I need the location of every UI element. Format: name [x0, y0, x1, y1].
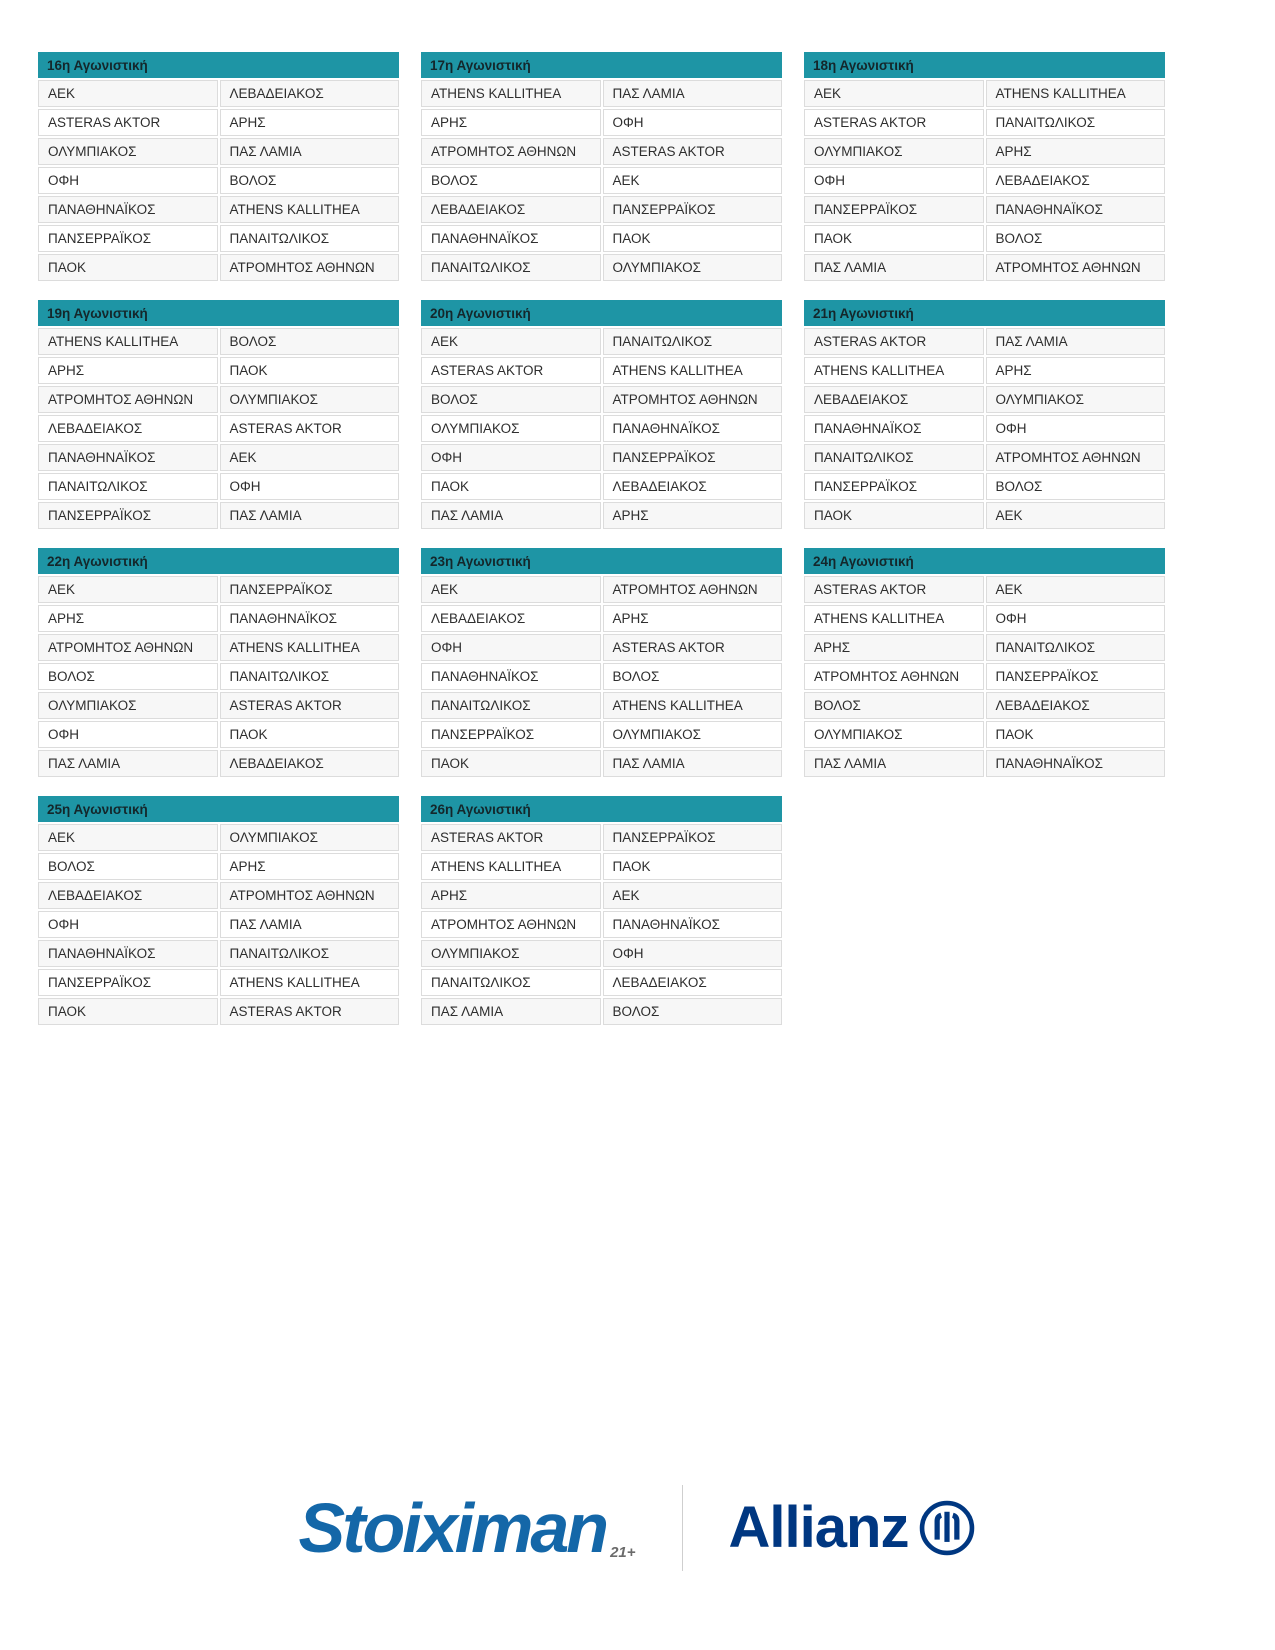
away-team-cell: ΑΤΡΟΜΗΤΟΣ ΑΘΗΝΩΝ: [603, 386, 783, 413]
matchday-title: 16η Αγωνιστική: [38, 52, 399, 78]
home-team-cell: ΠΑΟΚ: [804, 502, 984, 529]
match-row: [804, 109, 1165, 136]
away-team-cell: ATHENS KALLITHEA: [603, 357, 783, 384]
home-team-cell: ΟΛΥΜΠΙΑΚΟΣ: [38, 692, 218, 719]
match-row: [38, 254, 399, 281]
away-team-cell: ΑΡΗΣ: [603, 502, 783, 529]
match-row: [804, 196, 1165, 223]
match-row: [804, 328, 1165, 355]
away-team-cell: ΠΑΝΑΙΤΩΛΙΚΟΣ: [986, 109, 1166, 136]
away-team-cell: ΒΟΛΟΣ: [986, 473, 1166, 500]
matchday-title: 25η Αγωνιστική: [38, 796, 399, 822]
away-team-cell: ΠΑΣ ΛΑΜΙΑ: [986, 328, 1166, 355]
match-row: [38, 225, 399, 252]
home-team-cell: ΠΑΝΣΕΡΡΑΪΚΟΣ: [38, 225, 218, 252]
away-team-cell: ΑΕΚ: [603, 882, 783, 909]
away-team-cell: ATHENS KALLITHEA: [603, 692, 783, 719]
matchday-table: [802, 50, 1167, 283]
match-row: [38, 605, 399, 632]
match-row: [804, 386, 1165, 413]
home-team-cell: ΠΑΝΑΙΤΩΛΙΚΟΣ: [421, 692, 601, 719]
match-row: [421, 109, 782, 136]
home-team-cell: ΑΤΡΟΜΗΤΟΣ ΑΘΗΝΩΝ: [804, 663, 984, 690]
match-row: [421, 138, 782, 165]
home-team-cell: ΑΡΗΣ: [421, 882, 601, 909]
match-row: [804, 502, 1165, 529]
match-row: [804, 415, 1165, 442]
away-team-cell: ΠΑΝΑΙΤΩΛΙΚΟΣ: [220, 225, 400, 252]
away-team-cell: ΑΕΚ: [986, 502, 1166, 529]
home-team-cell: ΟΛΥΜΠΙΑΚΟΣ: [804, 138, 984, 165]
match-row: [38, 721, 399, 748]
home-team-cell: ΑΕΚ: [38, 824, 218, 851]
match-row: [38, 576, 399, 603]
home-team-cell: ΟΛΥΜΠΙΑΚΟΣ: [421, 415, 601, 442]
away-team-cell: ΒΟΛΟΣ: [603, 663, 783, 690]
home-team-cell: ΠΑΟΚ: [804, 225, 984, 252]
match-row: [421, 721, 782, 748]
away-team-cell: ΠΑΟΚ: [220, 721, 400, 748]
away-team-cell: ΠΑΝΑΙΤΩΛΙΚΟΣ: [220, 663, 400, 690]
match-row: [804, 80, 1165, 107]
home-team-cell: ASTERAS AKTOR: [804, 328, 984, 355]
match-row: [421, 167, 782, 194]
matchday-title: 19η Αγωνιστική: [38, 300, 399, 326]
home-team-cell: ΠΑΝΑΙΤΩΛΙΚΟΣ: [804, 444, 984, 471]
match-row: [38, 415, 399, 442]
away-team-cell: ΛΕΒΑΔΕΙΑΚΟΣ: [986, 167, 1166, 194]
away-team-cell: ΒΟΛΟΣ: [603, 998, 783, 1025]
home-team-cell: ΑΤΡΟΜΗΤΟΣ ΑΘΗΝΩΝ: [421, 138, 601, 165]
match-row: [421, 576, 782, 603]
away-team-cell: ΠΑΟΚ: [603, 853, 783, 880]
match-row: [804, 138, 1165, 165]
away-team-cell: ΛΕΒΑΔΕΙΑΚΟΣ: [603, 969, 783, 996]
away-team-cell: ASTERAS AKTOR: [603, 138, 783, 165]
home-team-cell: ATHENS KALLITHEA: [421, 853, 601, 880]
away-team-cell: ΒΟΛΟΣ: [986, 225, 1166, 252]
match-row: [421, 502, 782, 529]
home-team-cell: ΟΛΥΜΠΙΑΚΟΣ: [38, 138, 218, 165]
away-team-cell: ΑΕΚ: [220, 444, 400, 471]
away-team-cell: ASTERAS AKTOR: [220, 998, 400, 1025]
match-row: [421, 853, 782, 880]
match-row: [421, 750, 782, 777]
home-team-cell: ΑΕΚ: [421, 328, 601, 355]
matchday-table: [419, 298, 784, 531]
away-team-cell: ΠΑΝΑΙΤΩΛΙΚΟΣ: [603, 328, 783, 355]
match-row: [421, 415, 782, 442]
match-row: [38, 357, 399, 384]
match-row: [38, 969, 399, 996]
home-team-cell: ΠΑΝΑΘΗΝΑΪΚΟΣ: [38, 196, 218, 223]
match-row: [421, 634, 782, 661]
away-team-cell: ΛΕΒΑΔΕΙΑΚΟΣ: [986, 692, 1166, 719]
away-team-cell: ΠΑΝΣΕΡΡΑΪΚΟΣ: [603, 444, 783, 471]
away-team-cell: ΠΑΝΣΕΡΡΑΪΚΟΣ: [603, 196, 783, 223]
home-team-cell: ΛΕΒΑΔΕΙΑΚΟΣ: [804, 386, 984, 413]
home-team-cell: ΑΕΚ: [38, 80, 218, 107]
away-team-cell: ΟΦΗ: [986, 415, 1166, 442]
age-21-badge: 21+: [610, 1544, 636, 1561]
away-team-cell: ΠΑΝΑΘΗΝΑΪΚΟΣ: [986, 196, 1166, 223]
matchday-table: [419, 50, 784, 283]
match-row: [421, 225, 782, 252]
away-team-cell: ΠΑΟΚ: [986, 721, 1166, 748]
home-team-cell: ATHENS KALLITHEA: [38, 328, 218, 355]
home-team-cell: ΑΕΚ: [804, 80, 984, 107]
home-team-cell: ΛΕΒΑΔΕΙΑΚΟΣ: [38, 882, 218, 909]
away-team-cell: ΑΤΡΟΜΗΤΟΣ ΑΘΗΝΩΝ: [220, 254, 400, 281]
matchday-table: [36, 794, 401, 1027]
match-row: [421, 196, 782, 223]
match-row: [421, 969, 782, 996]
home-team-cell: ΟΦΗ: [38, 911, 218, 938]
home-team-cell: ΟΦΗ: [38, 167, 218, 194]
matchday-table: [802, 546, 1167, 779]
home-team-cell: ΛΕΒΑΔΕΙΑΚΟΣ: [421, 605, 601, 632]
away-team-cell: ΑΕΚ: [603, 167, 783, 194]
home-team-cell: ΑΕΚ: [421, 576, 601, 603]
home-team-cell: ΠΑΝΣΕΡΡΑΪΚΟΣ: [804, 473, 984, 500]
home-team-cell: ΠΑΝΣΕΡΡΑΪΚΟΣ: [38, 502, 218, 529]
match-row: [804, 473, 1165, 500]
match-row: [804, 605, 1165, 632]
home-team-cell: ΟΛΥΜΠΙΑΚΟΣ: [804, 721, 984, 748]
match-row: [38, 138, 399, 165]
matchday-title: 20η Αγωνιστική: [421, 300, 782, 326]
matchday-title: 18η Αγωνιστική: [804, 52, 1165, 78]
away-team-cell: ΠΑΣ ΛΑΜΙΑ: [220, 502, 400, 529]
match-row: [804, 692, 1165, 719]
home-team-cell: ASTERAS AKTOR: [804, 109, 984, 136]
away-team-cell: ΠΑΟΚ: [220, 357, 400, 384]
home-team-cell: ΠΑΝΑΘΗΝΑΪΚΟΣ: [804, 415, 984, 442]
home-team-cell: ASTERAS AKTOR: [38, 109, 218, 136]
match-row: [421, 692, 782, 719]
match-row: [804, 721, 1165, 748]
matchday-table: [36, 50, 401, 283]
away-team-cell: ΑΤΡΟΜΗΤΟΣ ΑΘΗΝΩΝ: [986, 254, 1166, 281]
match-row: [804, 254, 1165, 281]
home-team-cell: ΠΑΟΚ: [421, 473, 601, 500]
match-row: [38, 502, 399, 529]
away-team-cell: ΑΡΗΣ: [986, 138, 1166, 165]
away-team-cell: ΑΕΚ: [986, 576, 1166, 603]
matchday-title: 17η Αγωνιστική: [421, 52, 782, 78]
home-team-cell: ΠΑΣ ΛΑΜΙΑ: [38, 750, 218, 777]
home-team-cell: ATHENS KALLITHEA: [804, 357, 984, 384]
away-team-cell: ΠΑΝΑΘΗΝΑΪΚΟΣ: [603, 415, 783, 442]
home-team-cell: ASTERAS AKTOR: [421, 357, 601, 384]
away-team-cell: ASTERAS AKTOR: [603, 634, 783, 661]
footer-divider: [682, 1485, 683, 1571]
home-team-cell: ΟΦΗ: [421, 634, 601, 661]
home-team-cell: ΠΑΝΑΘΗΝΑΪΚΟΣ: [421, 225, 601, 252]
matchday-title: 22η Αγωνιστική: [38, 548, 399, 574]
home-team-cell: ΠΑΝΑΘΗΝΑΪΚΟΣ: [421, 663, 601, 690]
allianz-wordmark: Allianz: [728, 1495, 909, 1560]
home-team-cell: ΠΑΝΑΘΗΝΑΪΚΟΣ: [38, 940, 218, 967]
match-row: [804, 225, 1165, 252]
home-team-cell: ΠΑΣ ΛΑΜΙΑ: [804, 750, 984, 777]
allianz-eagle-icon: [918, 1499, 976, 1557]
home-team-cell: ΛΕΒΑΔΕΙΑΚΟΣ: [38, 415, 218, 442]
match-row: [421, 824, 782, 851]
match-row: [421, 473, 782, 500]
home-team-cell: ΠΑΟΚ: [38, 998, 218, 1025]
match-row: [38, 167, 399, 194]
matchday-title: 26η Αγωνιστική: [421, 796, 782, 822]
away-team-cell: ΠΑΣ ΛΑΜΙΑ: [603, 80, 783, 107]
stoiximan-logo: [298, 1489, 636, 1567]
match-row: [38, 692, 399, 719]
away-team-cell: ΠΑΝΑΘΗΝΑΪΚΟΣ: [220, 605, 400, 632]
match-row: [38, 750, 399, 777]
home-team-cell: ΠΑΣ ΛΑΜΙΑ: [804, 254, 984, 281]
away-team-cell: ΠΑΝΑΙΤΩΛΙΚΟΣ: [986, 634, 1166, 661]
match-row: [421, 328, 782, 355]
matchday-title: 21η Αγωνιστική: [804, 300, 1165, 326]
match-row: [38, 634, 399, 661]
matchday-table: [419, 794, 784, 1027]
home-team-cell: ΑΡΗΣ: [421, 109, 601, 136]
home-team-cell: ΠΑΝΑΙΤΩΛΙΚΟΣ: [421, 254, 601, 281]
away-team-cell: ΑΤΡΟΜΗΤΟΣ ΑΘΗΝΩΝ: [220, 882, 400, 909]
match-row: [421, 357, 782, 384]
match-row: [421, 998, 782, 1025]
allianz-logo: [728, 1495, 977, 1560]
home-team-cell: ΒΟΛΟΣ: [421, 167, 601, 194]
away-team-cell: ΛΕΒΑΔΕΙΑΚΟΣ: [220, 750, 400, 777]
match-row: [804, 634, 1165, 661]
match-row: [421, 605, 782, 632]
away-team-cell: ATHENS KALLITHEA: [220, 196, 400, 223]
match-row: [38, 444, 399, 471]
away-team-cell: ΠΑΝΣΕΡΡΑΪΚΟΣ: [220, 576, 400, 603]
match-row: [804, 357, 1165, 384]
away-team-cell: ΟΛΥΜΠΙΑΚΟΣ: [220, 824, 400, 851]
away-team-cell: ΠΑΣ ΛΑΜΙΑ: [220, 138, 400, 165]
match-row: [804, 576, 1165, 603]
home-team-cell: ΠΑΝΑΘΗΝΑΪΚΟΣ: [38, 444, 218, 471]
home-team-cell: ΑΡΗΣ: [804, 634, 984, 661]
away-team-cell: ΑΡΗΣ: [603, 605, 783, 632]
match-row: [804, 167, 1165, 194]
away-team-cell: ΟΛΥΜΠΙΑΚΟΣ: [603, 254, 783, 281]
home-team-cell: ΟΦΗ: [38, 721, 218, 748]
home-team-cell: ΠΑΟΚ: [38, 254, 218, 281]
match-row: [804, 663, 1165, 690]
match-row: [38, 882, 399, 909]
away-team-cell: ΑΡΗΣ: [220, 853, 400, 880]
matchday-title: 24η Αγωνιστική: [804, 548, 1165, 574]
match-row: [421, 663, 782, 690]
away-team-cell: ΟΦΗ: [603, 940, 783, 967]
home-team-cell: ΠΑΝΣΕΡΡΑΪΚΟΣ: [421, 721, 601, 748]
away-team-cell: ΠΑΝΣΕΡΡΑΪΚΟΣ: [986, 663, 1166, 690]
matchday-grid: [36, 50, 1184, 1027]
away-team-cell: ΟΦΗ: [986, 605, 1166, 632]
away-team-cell: ΠΑΟΚ: [603, 225, 783, 252]
away-team-cell: ΑΡΗΣ: [986, 357, 1166, 384]
match-row: [804, 750, 1165, 777]
home-team-cell: ΟΦΗ: [421, 444, 601, 471]
away-team-cell: ΑΡΗΣ: [220, 109, 400, 136]
match-row: [38, 998, 399, 1025]
match-row: [38, 473, 399, 500]
match-row: [421, 882, 782, 909]
matchday-table: [419, 546, 784, 779]
stoiximan-wordmark: Stoiximan: [298, 1489, 607, 1567]
match-row: [421, 80, 782, 107]
away-team-cell: ΠΑΣ ΛΑΜΙΑ: [220, 911, 400, 938]
away-team-cell: ATHENS KALLITHEA: [986, 80, 1166, 107]
away-team-cell: ΛΕΒΑΔΕΙΑΚΟΣ: [603, 473, 783, 500]
match-row: [38, 824, 399, 851]
matchday-table: [36, 546, 401, 779]
home-team-cell: ASTERAS AKTOR: [421, 824, 601, 851]
away-team-cell: ΒΟΛΟΣ: [220, 167, 400, 194]
away-team-cell: ΛΕΒΑΔΕΙΑΚΟΣ: [220, 80, 400, 107]
away-team-cell: ATHENS KALLITHEA: [220, 634, 400, 661]
home-team-cell: ΒΟΛΟΣ: [804, 692, 984, 719]
home-team-cell: ΠΑΟΚ: [421, 750, 601, 777]
away-team-cell: ΟΛΥΜΠΙΑΚΟΣ: [220, 386, 400, 413]
match-row: [38, 328, 399, 355]
away-team-cell: ΠΑΝΣΕΡΡΑΪΚΟΣ: [603, 824, 783, 851]
home-team-cell: ΒΟΛΟΣ: [421, 386, 601, 413]
match-row: [38, 386, 399, 413]
away-team-cell: ASTERAS AKTOR: [220, 692, 400, 719]
home-team-cell: ΠΑΣ ΛΑΜΙΑ: [421, 998, 601, 1025]
match-row: [38, 80, 399, 107]
match-row: [38, 853, 399, 880]
home-team-cell: ΠΑΝΣΕΡΡΑΪΚΟΣ: [804, 196, 984, 223]
match-row: [421, 940, 782, 967]
home-team-cell: ΠΑΝΑΙΤΩΛΙΚΟΣ: [421, 969, 601, 996]
home-team-cell: ATHENS KALLITHEA: [421, 80, 601, 107]
match-row: [38, 109, 399, 136]
home-team-cell: ΑΤΡΟΜΗΤΟΣ ΑΘΗΝΩΝ: [38, 386, 218, 413]
matchday-table: [802, 298, 1167, 531]
home-team-cell: ΑΤΡΟΜΗΤΟΣ ΑΘΗΝΩΝ: [421, 911, 601, 938]
home-team-cell: ATHENS KALLITHEA: [804, 605, 984, 632]
match-row: [38, 663, 399, 690]
home-team-cell: ΠΑΣ ΛΑΜΙΑ: [421, 502, 601, 529]
home-team-cell: ΠΑΝΣΕΡΡΑΪΚΟΣ: [38, 969, 218, 996]
match-row: [421, 386, 782, 413]
sponsors-footer: [0, 1468, 1275, 1588]
match-row: [421, 911, 782, 938]
matchday-table: [36, 298, 401, 531]
away-team-cell: ΟΦΗ: [603, 109, 783, 136]
away-team-cell: ΠΑΝΑΙΤΩΛΙΚΟΣ: [220, 940, 400, 967]
match-row: [421, 444, 782, 471]
home-team-cell: ΒΟΛΟΣ: [38, 853, 218, 880]
away-team-cell: ΠΑΝΑΘΗΝΑΪΚΟΣ: [986, 750, 1166, 777]
home-team-cell: ΑΡΗΣ: [38, 605, 218, 632]
away-team-cell: ΠΑΣ ΛΑΜΙΑ: [603, 750, 783, 777]
home-team-cell: ΑΡΗΣ: [38, 357, 218, 384]
away-team-cell: ΟΦΗ: [220, 473, 400, 500]
home-team-cell: ΒΟΛΟΣ: [38, 663, 218, 690]
home-team-cell: ΠΑΝΑΙΤΩΛΙΚΟΣ: [38, 473, 218, 500]
home-team-cell: ΛΕΒΑΔΕΙΑΚΟΣ: [421, 196, 601, 223]
away-team-cell: ΟΛΥΜΠΙΑΚΟΣ: [986, 386, 1166, 413]
away-team-cell: ΠΑΝΑΘΗΝΑΪΚΟΣ: [603, 911, 783, 938]
away-team-cell: ΟΛΥΜΠΙΑΚΟΣ: [603, 721, 783, 748]
matchday-title: 23η Αγωνιστική: [421, 548, 782, 574]
home-team-cell: ΑΤΡΟΜΗΤΟΣ ΑΘΗΝΩΝ: [38, 634, 218, 661]
away-team-cell: ΒΟΛΟΣ: [220, 328, 400, 355]
home-team-cell: ΟΦΗ: [804, 167, 984, 194]
away-team-cell: ΑΤΡΟΜΗΤΟΣ ΑΘΗΝΩΝ: [603, 576, 783, 603]
home-team-cell: ΑΕΚ: [38, 576, 218, 603]
match-row: [421, 254, 782, 281]
home-team-cell: ΟΛΥΜΠΙΑΚΟΣ: [421, 940, 601, 967]
match-row: [38, 911, 399, 938]
match-row: [38, 940, 399, 967]
home-team-cell: ASTERAS AKTOR: [804, 576, 984, 603]
away-team-cell: ΑΤΡΟΜΗΤΟΣ ΑΘΗΝΩΝ: [986, 444, 1166, 471]
away-team-cell: ATHENS KALLITHEA: [220, 969, 400, 996]
away-team-cell: ASTERAS AKTOR: [220, 415, 400, 442]
match-row: [38, 196, 399, 223]
match-row: [804, 444, 1165, 471]
